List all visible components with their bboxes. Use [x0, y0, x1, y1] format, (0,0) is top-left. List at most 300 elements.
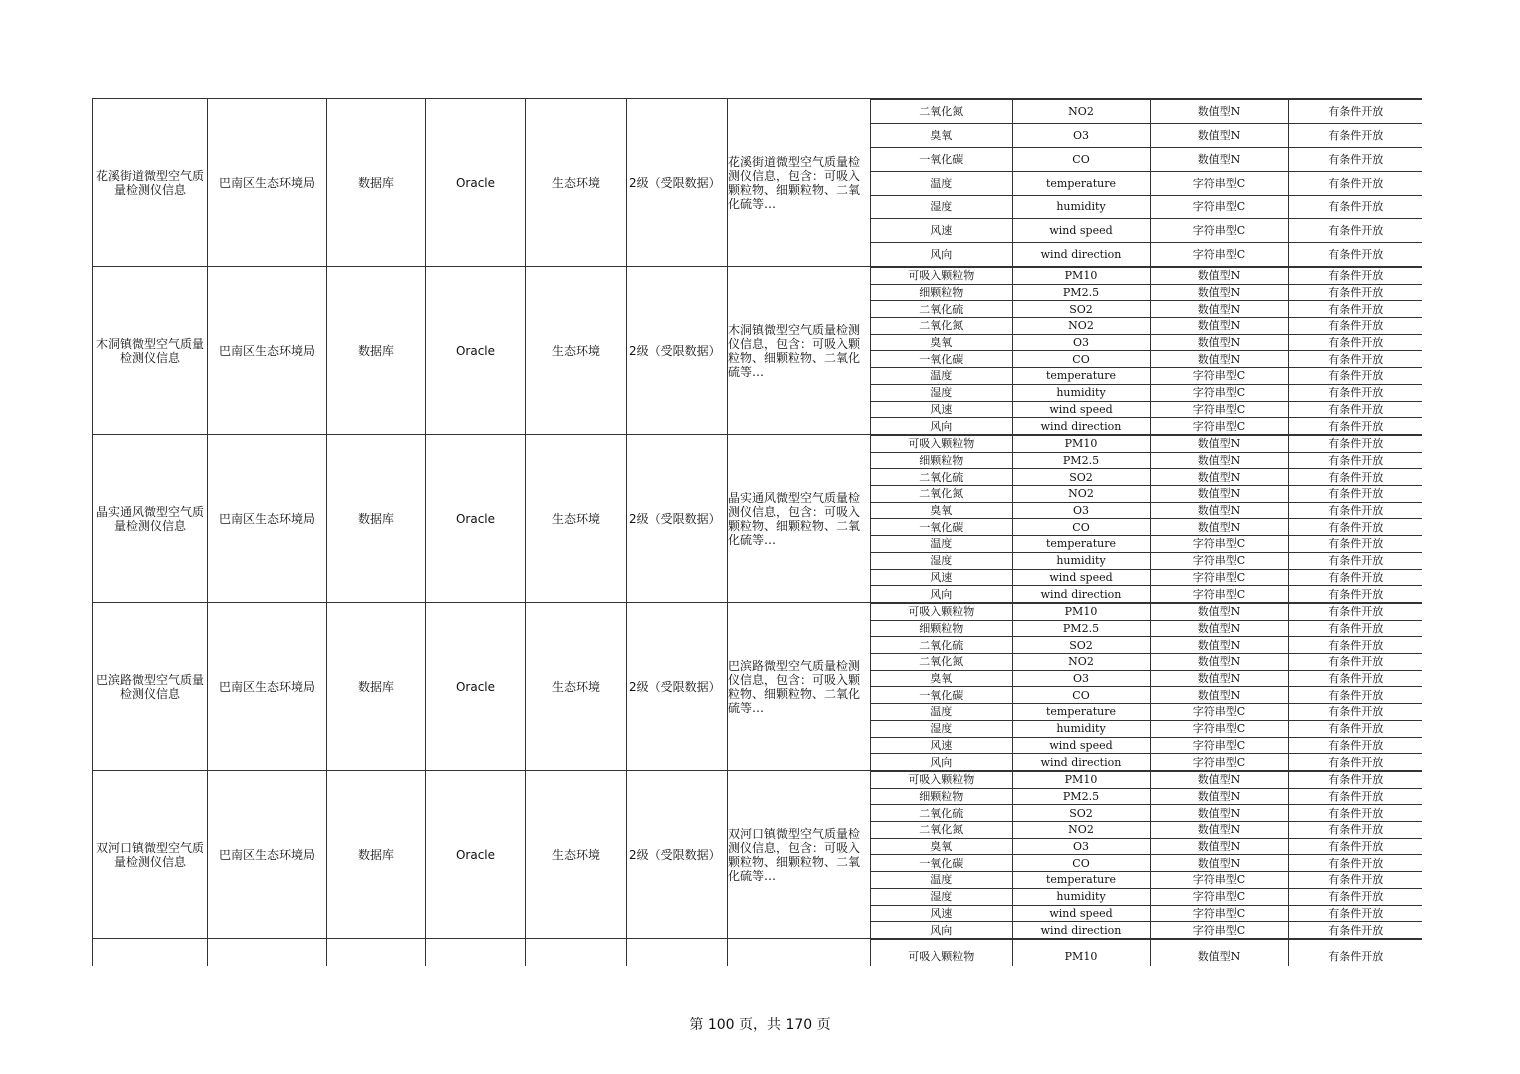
field-table [871, 435, 1422, 602]
system-type-cell: Oracle [426, 435, 526, 603]
field-name-cell: 臭氧 [871, 123, 1012, 147]
field-row [871, 486, 1422, 503]
field-open-type-cell: 有条件开放 [1288, 469, 1422, 486]
field-name-cell: 二氧化氮 [871, 318, 1012, 335]
field-name-cell: 湿度 [871, 552, 1012, 569]
field-name-cell: 可吸入颗粒物 [871, 940, 1012, 967]
field-open-type-cell: 有条件开放 [1288, 670, 1422, 687]
field-row [871, 772, 1422, 789]
field-row [871, 637, 1422, 654]
field-datatype-cell: 数值型N [1150, 284, 1288, 301]
field-code-cell: PM10 [1012, 268, 1150, 285]
field-open-type-cell: 有条件开放 [1288, 905, 1422, 922]
description-cell [728, 939, 871, 967]
field-row [871, 838, 1422, 855]
field-row [871, 301, 1422, 318]
field-datatype-cell: 字符串型C [1150, 922, 1288, 938]
field-code-cell: humidity [1012, 384, 1150, 401]
field-name-cell: 温度 [871, 368, 1012, 385]
field-row [871, 351, 1422, 368]
field-name-cell: 风向 [871, 754, 1012, 770]
field-datatype-cell: 字符串型C [1150, 171, 1288, 195]
resource-name-cell: 双河口镇微型空气质量检测仪信息 [93, 771, 208, 939]
field-name-cell: 细颗粒物 [871, 620, 1012, 637]
field-row [871, 536, 1422, 553]
field-name-cell: 温度 [871, 171, 1012, 195]
field-row [871, 905, 1422, 922]
field-datatype-cell: 数值型N [1150, 687, 1288, 704]
field-open-type-cell: 有条件开放 [1288, 100, 1422, 124]
field-datatype-cell: 数值型N [1150, 351, 1288, 368]
resource-type-cell: 数据库 [327, 603, 426, 771]
table-row [93, 99, 1423, 267]
field-row [871, 401, 1422, 418]
security-level-cell: 2级（受限数据） [627, 99, 728, 267]
field-code-cell: humidity [1012, 888, 1150, 905]
field-open-type-cell: 有条件开放 [1288, 855, 1422, 872]
security-level-cell: 2级（受限数据） [627, 435, 728, 603]
field-datatype-cell: 数值型N [1150, 334, 1288, 351]
field-table [871, 267, 1422, 434]
field-name-cell: 风速 [871, 569, 1012, 586]
field-code-cell: wind direction [1012, 922, 1150, 938]
field-datatype-cell: 数值型N [1150, 502, 1288, 519]
field-name-cell: 细颗粒物 [871, 452, 1012, 469]
resource-name-cell: 木洞镇微型空气质量检测仪信息 [93, 267, 208, 435]
field-table [871, 939, 1422, 966]
field-datatype-cell: 字符串型C [1150, 569, 1288, 586]
field-code-cell: PM2.5 [1012, 284, 1150, 301]
field-datatype-cell: 数值型N [1150, 654, 1288, 671]
field-name-cell: 细颗粒物 [871, 788, 1012, 805]
field-name-cell: 湿度 [871, 195, 1012, 219]
field-name-cell: 二氧化氮 [871, 486, 1012, 503]
field-datatype-cell: 字符串型C [1150, 888, 1288, 905]
field-name-cell: 二氧化硫 [871, 637, 1012, 654]
field-code-cell: wind speed [1012, 401, 1150, 418]
field-datatype-cell: 数值型N [1150, 436, 1288, 453]
field-datatype-cell: 数值型N [1150, 855, 1288, 872]
field-row [871, 147, 1422, 171]
field-code-cell: PM10 [1012, 940, 1150, 967]
field-code-cell: PM10 [1012, 436, 1150, 453]
field-row [871, 720, 1422, 737]
field-name-cell: 可吸入颗粒物 [871, 772, 1012, 789]
field-datatype-cell: 数值型N [1150, 318, 1288, 335]
field-row [871, 704, 1422, 721]
field-datatype-cell: 字符串型C [1150, 368, 1288, 385]
field-code-cell: wind direction [1012, 243, 1150, 266]
field-open-type-cell: 有条件开放 [1288, 502, 1422, 519]
field-code-cell: wind speed [1012, 737, 1150, 754]
resource-name-cell: 巴滨路微型空气质量检测仪信息 [93, 603, 208, 771]
field-datatype-cell: 字符串型C [1150, 720, 1288, 737]
field-code-cell: temperature [1012, 704, 1150, 721]
field-name-cell: 温度 [871, 704, 1012, 721]
table-row [93, 771, 1423, 939]
field-row [871, 171, 1422, 195]
field-datatype-cell: 字符串型C [1150, 536, 1288, 553]
field-code-cell: wind direction [1012, 754, 1150, 770]
field-name-cell: 风向 [871, 922, 1012, 938]
field-code-cell: CO [1012, 519, 1150, 536]
field-name-cell: 二氧化氮 [871, 654, 1012, 671]
field-open-type-cell: 有条件开放 [1288, 754, 1422, 770]
system-type-cell: Oracle [426, 603, 526, 771]
field-open-type-cell: 有条件开放 [1288, 318, 1422, 335]
field-row [871, 452, 1422, 469]
field-datatype-cell: 字符串型C [1150, 243, 1288, 266]
field-code-cell: NO2 [1012, 486, 1150, 503]
field-open-type-cell: 有条件开放 [1288, 284, 1422, 301]
provider-dept-cell: 巴南区生态环境局 [208, 267, 327, 435]
field-open-type-cell: 有条件开放 [1288, 195, 1422, 219]
field-datatype-cell: 数值型N [1150, 100, 1288, 124]
field-row [871, 219, 1422, 243]
field-row [871, 737, 1422, 754]
field-row [871, 569, 1422, 586]
field-open-type-cell: 有条件开放 [1288, 368, 1422, 385]
field-list-cell [871, 603, 1423, 771]
page-number-label: 第 100 页，共 170 页 [689, 1017, 831, 1033]
security-level-cell: 2级（受限数据） [627, 771, 728, 939]
field-code-cell: humidity [1012, 552, 1150, 569]
field-code-cell: SO2 [1012, 805, 1150, 822]
field-row [871, 855, 1422, 872]
field-row [871, 670, 1422, 687]
field-datatype-cell: 字符串型C [1150, 872, 1288, 889]
field-code-cell: PM2.5 [1012, 452, 1150, 469]
field-name-cell: 一氧化碳 [871, 147, 1012, 171]
field-open-type-cell: 有条件开放 [1288, 436, 1422, 453]
field-datatype-cell: 数值型N [1150, 822, 1288, 839]
field-name-cell: 二氧化氮 [871, 822, 1012, 839]
field-code-cell: wind speed [1012, 219, 1150, 243]
field-list-cell [871, 939, 1423, 967]
field-datatype-cell: 字符串型C [1150, 418, 1288, 434]
security-level-cell: 2级（受限数据） [627, 267, 728, 435]
category-cell: 生态环境 [526, 267, 627, 435]
field-datatype-cell: 数值型N [1150, 469, 1288, 486]
resource-type-cell: 数据库 [327, 771, 426, 939]
field-row [871, 754, 1422, 770]
field-row [871, 334, 1422, 351]
resource-type-cell [327, 939, 426, 967]
field-datatype-cell: 数值型N [1150, 147, 1288, 171]
field-open-type-cell: 有条件开放 [1288, 872, 1422, 889]
field-open-type-cell: 有条件开放 [1288, 586, 1422, 602]
field-row [871, 654, 1422, 671]
field-open-type-cell: 有条件开放 [1288, 452, 1422, 469]
field-name-cell: 臭氧 [871, 334, 1012, 351]
field-datatype-cell: 字符串型C [1150, 219, 1288, 243]
field-code-cell: NO2 [1012, 100, 1150, 124]
field-code-cell: O3 [1012, 670, 1150, 687]
field-code-cell: wind speed [1012, 569, 1150, 586]
description-cell: 巴滨路微型空气质量检测仪信息，包含：可吸入颗粒物、细颗粒物、二氧化硫等… [728, 603, 871, 771]
table-row [93, 603, 1423, 771]
field-open-type-cell: 有条件开放 [1288, 788, 1422, 805]
field-name-cell: 二氧化硫 [871, 301, 1012, 318]
resource-name-cell [93, 939, 208, 967]
field-row [871, 469, 1422, 486]
field-name-cell: 臭氧 [871, 838, 1012, 855]
field-name-cell: 一氧化碳 [871, 855, 1012, 872]
resource-name-cell: 花溪街道微型空气质量检测仪信息 [93, 99, 208, 267]
field-datatype-cell: 字符串型C [1150, 737, 1288, 754]
field-code-cell: PM2.5 [1012, 788, 1150, 805]
field-code-cell: O3 [1012, 334, 1150, 351]
provider-dept-cell: 巴南区生态环境局 [208, 603, 327, 771]
field-open-type-cell: 有条件开放 [1288, 922, 1422, 938]
field-datatype-cell: 数值型N [1150, 838, 1288, 855]
field-open-type-cell: 有条件开放 [1288, 243, 1422, 266]
field-code-cell: O3 [1012, 838, 1150, 855]
field-code-cell: wind speed [1012, 905, 1150, 922]
field-datatype-cell: 字符串型C [1150, 704, 1288, 721]
field-open-type-cell: 有条件开放 [1288, 654, 1422, 671]
field-code-cell: NO2 [1012, 822, 1150, 839]
field-open-type-cell: 有条件开放 [1288, 737, 1422, 754]
resource-type-cell: 数据库 [327, 267, 426, 435]
field-code-cell: O3 [1012, 123, 1150, 147]
field-open-type-cell: 有条件开放 [1288, 351, 1422, 368]
security-level-cell [627, 939, 728, 967]
field-name-cell: 温度 [871, 872, 1012, 889]
field-open-type-cell: 有条件开放 [1288, 552, 1422, 569]
field-open-type-cell: 有条件开放 [1288, 637, 1422, 654]
field-datatype-cell: 字符串型C [1150, 905, 1288, 922]
field-open-type-cell: 有条件开放 [1288, 822, 1422, 839]
category-cell: 生态环境 [526, 99, 627, 267]
field-name-cell: 可吸入颗粒物 [871, 268, 1012, 285]
catalog-table [92, 98, 1422, 966]
field-list-cell [871, 267, 1423, 435]
resource-type-cell: 数据库 [327, 435, 426, 603]
field-table [871, 771, 1422, 938]
field-datatype-cell: 数值型N [1150, 452, 1288, 469]
field-name-cell: 风速 [871, 219, 1012, 243]
field-row [871, 436, 1422, 453]
provider-dept-cell: 巴南区生态环境局 [208, 771, 327, 939]
system-type-cell [426, 939, 526, 967]
field-list-cell [871, 771, 1423, 939]
field-datatype-cell: 数值型N [1150, 772, 1288, 789]
system-type-cell: Oracle [426, 267, 526, 435]
field-name-cell: 风向 [871, 243, 1012, 266]
field-code-cell: PM10 [1012, 604, 1150, 621]
description-cell: 花溪街道微型空气质量检测仪信息，包含：可吸入颗粒物、细颗粒物、二氧化硫等… [728, 99, 871, 267]
field-open-type-cell: 有条件开放 [1288, 536, 1422, 553]
field-code-cell: NO2 [1012, 654, 1150, 671]
description-cell: 晶实通风微型空气质量检测仪信息，包含：可吸入颗粒物、细颗粒物、二氧化硫等… [728, 435, 871, 603]
field-open-type-cell: 有条件开放 [1288, 519, 1422, 536]
field-code-cell: humidity [1012, 720, 1150, 737]
field-code-cell: CO [1012, 687, 1150, 704]
field-open-type-cell: 有条件开放 [1288, 301, 1422, 318]
resource-type-cell: 数据库 [327, 99, 426, 267]
description-cell: 木洞镇微型空气质量检测仪信息，包含：可吸入颗粒物、细颗粒物、二氧化硫等… [728, 267, 871, 435]
field-code-cell: CO [1012, 147, 1150, 171]
field-code-cell: CO [1012, 855, 1150, 872]
field-datatype-cell: 数值型N [1150, 620, 1288, 637]
field-open-type-cell: 有条件开放 [1288, 604, 1422, 621]
field-row [871, 195, 1422, 219]
field-code-cell: CO [1012, 351, 1150, 368]
field-list-cell [871, 435, 1423, 603]
field-datatype-cell: 数值型N [1150, 301, 1288, 318]
field-code-cell: SO2 [1012, 301, 1150, 318]
field-code-cell: NO2 [1012, 318, 1150, 335]
field-name-cell: 湿度 [871, 888, 1012, 905]
field-code-cell: temperature [1012, 536, 1150, 553]
field-datatype-cell: 字符串型C [1150, 586, 1288, 602]
field-name-cell: 一氧化碳 [871, 351, 1012, 368]
catalog-table-viewport [92, 98, 1422, 966]
field-row [871, 418, 1422, 434]
field-row [871, 604, 1422, 621]
field-name-cell: 可吸入颗粒物 [871, 436, 1012, 453]
field-row [871, 502, 1422, 519]
field-open-type-cell: 有条件开放 [1288, 123, 1422, 147]
field-list-cell [871, 99, 1423, 267]
system-type-cell: Oracle [426, 99, 526, 267]
field-code-cell: SO2 [1012, 469, 1150, 486]
field-row [871, 368, 1422, 385]
table-row [93, 267, 1423, 435]
provider-dept-cell: 巴南区生态环境局 [208, 99, 327, 267]
field-name-cell: 二氧化硫 [871, 805, 1012, 822]
field-row [871, 552, 1422, 569]
field-open-type-cell: 有条件开放 [1288, 704, 1422, 721]
field-row [871, 519, 1422, 536]
field-open-type-cell: 有条件开放 [1288, 147, 1422, 171]
field-datatype-cell: 数值型N [1150, 123, 1288, 147]
field-open-type-cell: 有条件开放 [1288, 401, 1422, 418]
field-table [871, 99, 1422, 266]
field-code-cell: wind direction [1012, 418, 1150, 434]
field-row [871, 384, 1422, 401]
field-datatype-cell: 数值型N [1150, 604, 1288, 621]
system-type-cell: Oracle [426, 771, 526, 939]
field-row [871, 620, 1422, 637]
field-name-cell: 细颗粒物 [871, 284, 1012, 301]
field-name-cell: 风速 [871, 401, 1012, 418]
field-code-cell: PM2.5 [1012, 620, 1150, 637]
field-row [871, 268, 1422, 285]
field-datatype-cell: 字符串型C [1150, 401, 1288, 418]
security-level-cell: 2级（受限数据） [627, 603, 728, 771]
category-cell: 生态环境 [526, 771, 627, 939]
field-row [871, 687, 1422, 704]
field-name-cell: 风速 [871, 737, 1012, 754]
field-code-cell: O3 [1012, 502, 1150, 519]
field-name-cell: 一氧化碳 [871, 519, 1012, 536]
resource-name-cell: 晶实通风微型空气质量检测仪信息 [93, 435, 208, 603]
field-code-cell: temperature [1012, 368, 1150, 385]
field-datatype-cell: 数值型N [1150, 670, 1288, 687]
field-open-type-cell: 有条件开放 [1288, 687, 1422, 704]
field-open-type-cell: 有条件开放 [1288, 268, 1422, 285]
field-open-type-cell: 有条件开放 [1288, 620, 1422, 637]
field-name-cell: 湿度 [871, 384, 1012, 401]
field-name-cell: 一氧化碳 [871, 687, 1012, 704]
field-code-cell: wind direction [1012, 586, 1150, 602]
field-datatype-cell: 字符串型C [1150, 552, 1288, 569]
field-name-cell: 臭氧 [871, 502, 1012, 519]
field-row [871, 922, 1422, 938]
field-datatype-cell: 字符串型C [1150, 384, 1288, 401]
category-cell [526, 939, 627, 967]
field-open-type-cell: 有条件开放 [1288, 720, 1422, 737]
field-open-type-cell: 有条件开放 [1288, 418, 1422, 434]
field-datatype-cell: 字符串型C [1150, 754, 1288, 770]
field-open-type-cell: 有条件开放 [1288, 838, 1422, 855]
field-row [871, 822, 1422, 839]
field-code-cell: temperature [1012, 171, 1150, 195]
field-row [871, 318, 1422, 335]
field-open-type-cell: 有条件开放 [1288, 486, 1422, 503]
field-name-cell: 风向 [871, 418, 1012, 434]
field-open-type-cell: 有条件开放 [1288, 569, 1422, 586]
field-datatype-cell: 数值型N [1150, 268, 1288, 285]
field-row [871, 805, 1422, 822]
category-cell: 生态环境 [526, 435, 627, 603]
field-row [871, 872, 1422, 889]
field-datatype-cell: 数值型N [1150, 519, 1288, 536]
field-code-cell: humidity [1012, 195, 1150, 219]
field-datatype-cell: 数值型N [1150, 637, 1288, 654]
field-open-type-cell: 有条件开放 [1288, 805, 1422, 822]
field-open-type-cell: 有条件开放 [1288, 888, 1422, 905]
field-row [871, 788, 1422, 805]
field-code-cell: SO2 [1012, 637, 1150, 654]
page-footer [0, 1014, 1520, 1034]
field-name-cell: 可吸入颗粒物 [871, 604, 1012, 621]
field-table [871, 603, 1422, 770]
field-open-type-cell: 有条件开放 [1288, 334, 1422, 351]
field-name-cell: 臭氧 [871, 670, 1012, 687]
field-code-cell: temperature [1012, 872, 1150, 889]
field-row [871, 284, 1422, 301]
field-name-cell: 风向 [871, 586, 1012, 602]
provider-dept-cell: 巴南区生态环境局 [208, 435, 327, 603]
field-row [871, 888, 1422, 905]
field-name-cell: 湿度 [871, 720, 1012, 737]
field-datatype-cell: 数值型N [1150, 940, 1288, 967]
field-code-cell: PM10 [1012, 772, 1150, 789]
field-row [871, 586, 1422, 602]
field-name-cell: 风速 [871, 905, 1012, 922]
field-name-cell: 温度 [871, 536, 1012, 553]
field-name-cell: 二氧化硫 [871, 469, 1012, 486]
table-row [93, 435, 1423, 603]
field-open-type-cell: 有条件开放 [1288, 772, 1422, 789]
field-datatype-cell: 数值型N [1150, 805, 1288, 822]
field-datatype-cell: 字符串型C [1150, 195, 1288, 219]
provider-dept-cell [208, 939, 327, 967]
field-row [871, 243, 1422, 266]
description-cell: 双河口镇微型空气质量检测仪信息，包含：可吸入颗粒物、细颗粒物、二氧化硫等… [728, 771, 871, 939]
table-row [93, 939, 1423, 967]
field-open-type-cell: 有条件开放 [1288, 384, 1422, 401]
field-row [871, 100, 1422, 124]
field-name-cell: 二氧化氮 [871, 100, 1012, 124]
field-open-type-cell: 有条件开放 [1288, 219, 1422, 243]
field-datatype-cell: 数值型N [1150, 486, 1288, 503]
field-row [871, 123, 1422, 147]
field-row [871, 940, 1422, 967]
